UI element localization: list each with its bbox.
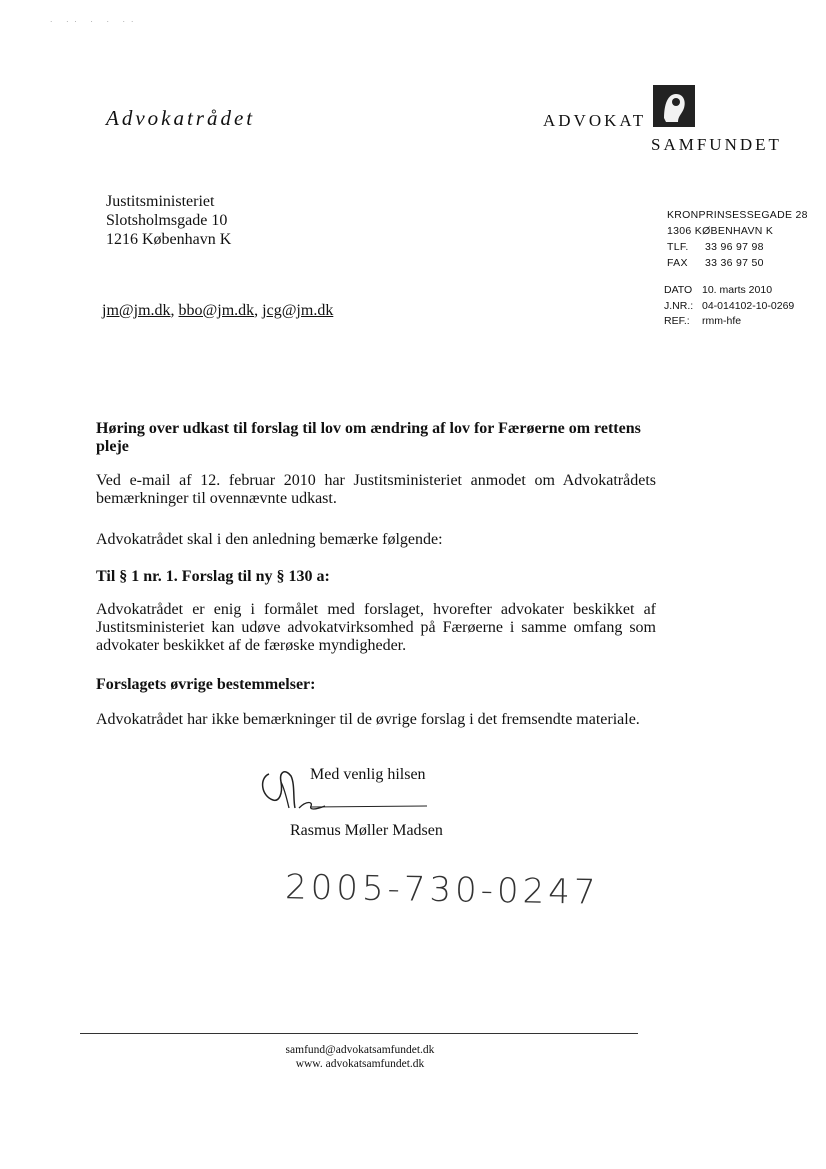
ref-label: REF.: xyxy=(664,315,690,327)
sender-fax xyxy=(667,255,808,271)
footer-divider xyxy=(80,1033,638,1034)
meta-date xyxy=(664,283,794,299)
handwritten-case-number: 2005-730-0247 xyxy=(284,867,600,913)
brand-samfundet: SAMFUNDET xyxy=(651,135,782,154)
sender-address xyxy=(667,207,808,271)
footer-email[interactable]: samfund@advokatsamfundet.dk xyxy=(285,1044,435,1056)
meta-jnr xyxy=(664,299,794,315)
footer-website[interactable]: www. advokatsamfundet.dk xyxy=(295,1058,425,1070)
section-heading-130a: Til § 1 nr. 1. Forslag til ny § 130 a: xyxy=(96,568,330,585)
closing-greeting: Med venlig hilsen xyxy=(310,766,426,783)
brand-advokatraadet: Advokatrådet xyxy=(106,106,256,130)
date-value: 10. marts 2010 xyxy=(702,284,773,296)
recipient-address xyxy=(106,192,231,249)
recipient-emails: jm@jm.dk, bbo@jm.dk, jcg@jm.dk xyxy=(102,302,334,319)
email-link-jcg[interactable]: jcg@jm.dk xyxy=(262,302,334,319)
sender-phone xyxy=(667,239,808,255)
phone-value: 33 96 97 98 xyxy=(705,241,764,253)
recipient-name: Justitsministeriet xyxy=(106,193,215,210)
email-link-bbo[interactable]: bbo@jm.dk xyxy=(178,302,255,319)
jnr-label: J.NR.: xyxy=(664,299,694,312)
meta-ref xyxy=(664,314,794,330)
advokatsamfundet-logo-icon xyxy=(652,84,696,128)
phone-label: TLF. xyxy=(667,241,689,253)
brand-advokat: ADVOKAT xyxy=(543,111,647,130)
fax-value: 33 36 97 50 xyxy=(705,257,764,269)
letter-meta xyxy=(664,283,794,330)
section-paragraph-130a: Advokatrådet er enig i formålet med forslaget, hvorefter advokater beskikket af Justitsministeriet kan udøve advokatvirksomhed på Færøerne i samme omfang som advokater beskikket af de færøske myndigheder. xyxy=(96,601,656,654)
letter-subject: Høring over udkast til forslag til lov om ændring af lov for Færøerne om rettens pleje xyxy=(96,420,641,455)
email-link-jm[interactable]: jm@jm.dk xyxy=(102,302,171,319)
ref-value: rmm-hfe xyxy=(702,315,742,327)
section-heading-other: Forslagets øvrige bestemmelser: xyxy=(96,676,316,693)
fax-label: FAX xyxy=(667,257,688,269)
scan-specks: · ·· · · ·· xyxy=(50,18,140,26)
sender-street: KRONPRINSESSEGADE 28 xyxy=(667,209,808,221)
recipient-city: 1216 København K xyxy=(106,231,232,248)
intro-paragraph: Ved e-mail af 12. februar 2010 har Justitsministeriet anmodet om Advokatrådets bemærkninger til ovennævnte udkast. xyxy=(96,472,656,507)
date-label: DATO xyxy=(664,284,693,296)
section-paragraph-other: Advokatrådet har ikke bemærkninger til de øvrige forslag i det fremsendte materiale. xyxy=(96,711,640,728)
jnr-value: 04-014102-10-0269 xyxy=(702,299,795,312)
footer-contact xyxy=(260,1043,460,1071)
sender-city: 1306 KØBENHAVN K xyxy=(667,225,774,237)
signer-name: Rasmus Møller Madsen xyxy=(290,822,443,839)
recipient-street: Slotsholmsgade 10 xyxy=(106,212,228,229)
lead-paragraph: Advokatrådet skal i den anledning bemærke følgende: xyxy=(96,531,443,548)
